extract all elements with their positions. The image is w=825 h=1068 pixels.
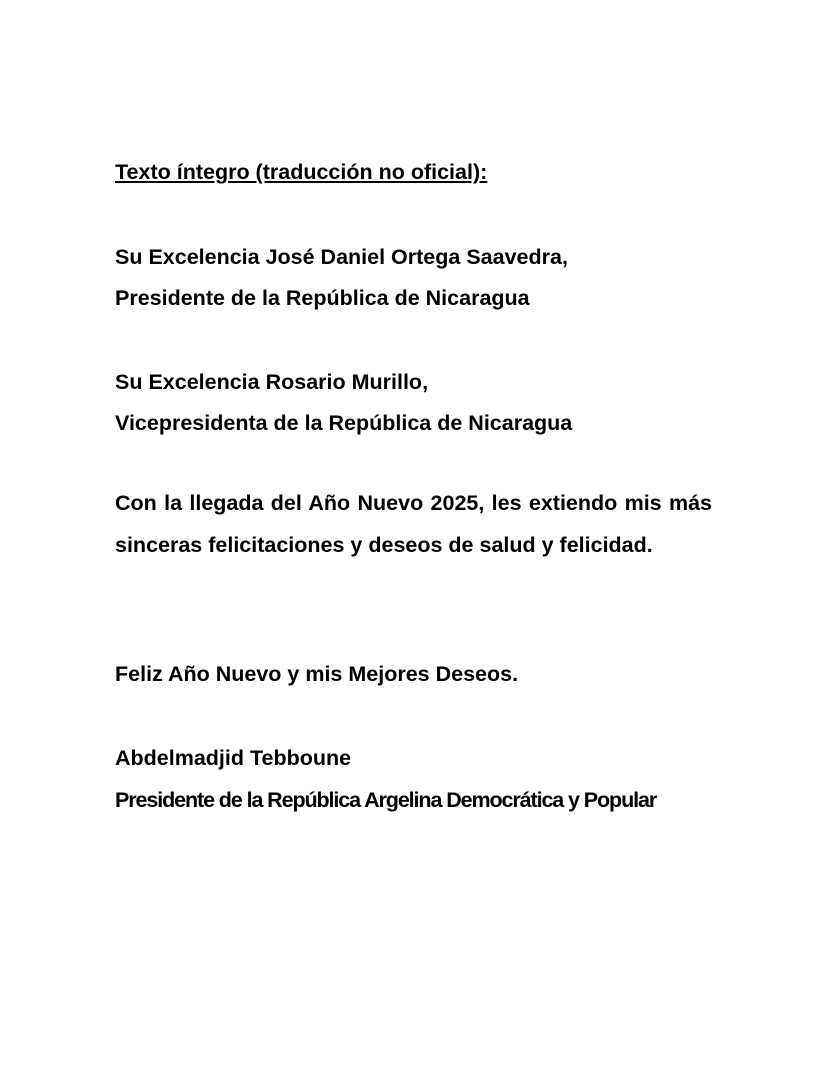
recipient2-role: Vicepresidenta de la República de Nicaragua — [115, 411, 573, 435]
recipient1-role: Presidente de la República de Nicaragua — [115, 286, 530, 310]
document-title: Texto íntegro (traducción no oficial): — [115, 160, 488, 184]
signature-name: Abdelmadjid Tebboune — [115, 746, 352, 770]
recipient1-name: Su Excelencia José Daniel Ortega Saavedra, — [115, 245, 568, 269]
closing-line: Feliz Año Nuevo y mis Mejores Deseos. — [115, 662, 519, 686]
signature-role: Presidente de la República Argelina Democrática y Popular — [115, 788, 657, 812]
body-paragraph: Con la llegada del Año Nuevo 2025, les extiendo mis más sinceras felicitaciones y deseos de salud y felicidad. — [115, 491, 712, 557]
recipient2-name: Su Excelencia Rosario Murillo, — [115, 370, 429, 394]
